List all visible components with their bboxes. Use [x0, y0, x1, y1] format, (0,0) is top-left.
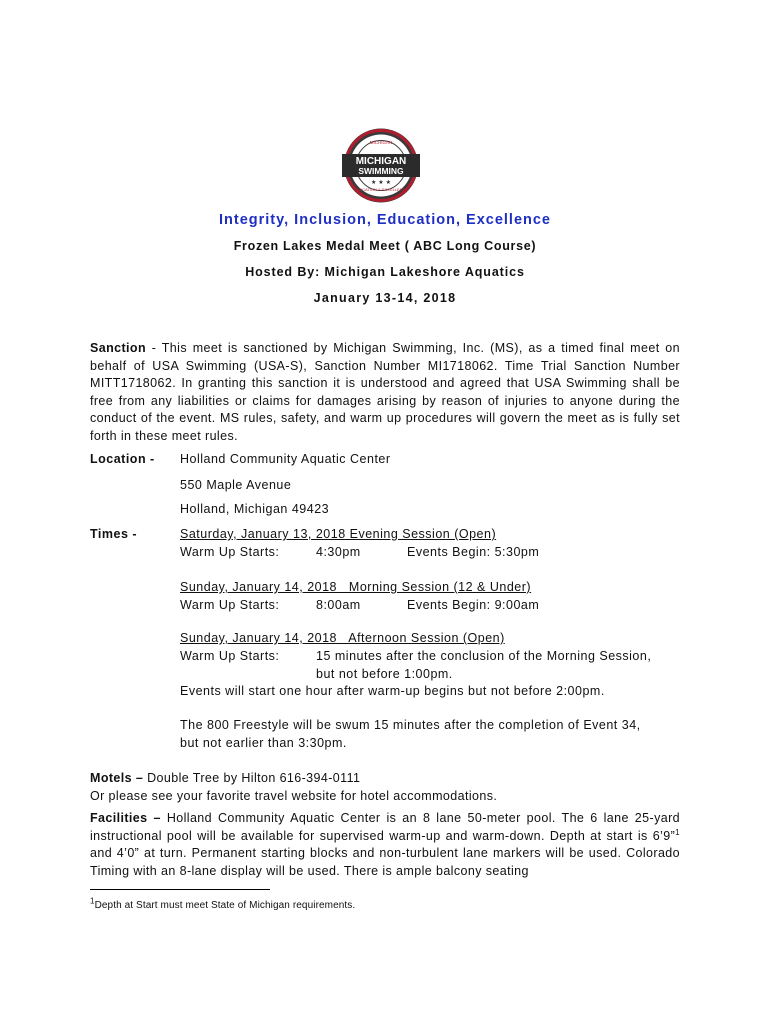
- svg-text:MICHIGAN: MICHIGAN: [355, 156, 407, 167]
- facilities-text-b: and 4’0” at turn. Permanent starting blocks and non-turbulent lane markers will be used. Colorado Timing with an 8-lane display will be used. There is ample balcony seating: [90, 846, 680, 878]
- location-city: Holland, Michigan 49423: [180, 502, 330, 516]
- svg-text:SWIMMING: SWIMMING: [358, 166, 404, 176]
- footnote: [90, 896, 356, 911]
- session-3-title: Sunday, January 14, 2018 Afternoon Session (Open): [180, 631, 505, 645]
- session-1-warmup-label: Warm Up Starts:: [180, 545, 280, 559]
- sanction-paragraph: [90, 340, 680, 445]
- freestyle-note-line2: but not earlier than 3:30pm.: [180, 736, 347, 750]
- svg-text:EDUCATION & EXCELLENCE: EDUCATION & EXCELLENCE: [353, 187, 409, 192]
- motels-line2: Or please see your favorite travel website for hotel accommodations.: [90, 788, 498, 803]
- host-line: Hosted By: Michigan Lakeshore Aquatics: [245, 265, 525, 279]
- session-2-warmup-time: 8:00am: [316, 598, 361, 612]
- session-1-title: Saturday, January 13, 2018 Evening Session (Open): [180, 527, 497, 541]
- session-3-warmup-label: Warm Up Starts:: [180, 649, 280, 663]
- location-label: Location -: [90, 452, 155, 466]
- sanction-label: Sanction: [90, 341, 146, 355]
- footnote-ref[interactable]: 1: [675, 827, 680, 837]
- motels-paragraph: [90, 770, 680, 805]
- motels-text: Double Tree by Hilton 616-394-0111: [143, 771, 361, 785]
- facilities-text-a: Holland Community Aquatic Center is an 8 lane 50-meter pool. The 6 lane 25-yard instructional pool will be available for supervised warm-up and warm-down. Depth at start is 6’9”: [90, 811, 680, 843]
- michigan-swimming-logo: [328, 127, 434, 204]
- session-2-warmup-label: Warm Up Starts:: [180, 598, 280, 612]
- session-3-warmup-line2: but not before 1:00pm.: [316, 667, 453, 681]
- freestyle-note-line1: The 800 Freestyle will be swum 15 minutes after the completion of Event 34,: [180, 718, 641, 732]
- events-start-note: Events will start one hour after warm-up begins but not before 2:00pm.: [180, 684, 605, 698]
- footnote-number: 1: [90, 896, 95, 906]
- meet-dates: January 13-14, 2018: [313, 291, 457, 305]
- session-1-events-begin: Events Begin: 5:30pm: [407, 545, 540, 559]
- footnote-text: Depth at Start must meet State of Michigan requirements.: [94, 900, 356, 911]
- location-venue: Holland Community Aquatic Center: [180, 452, 391, 466]
- svg-text:★ ★ ★: ★ ★ ★: [371, 179, 391, 186]
- motels-label: Motels –: [90, 771, 144, 785]
- session-2-events-begin: Events Begin: 9:00am: [407, 598, 540, 612]
- sanction-text: - This meet is sanctioned by Michigan Swimming, Inc. (MS), as a timed final meet on behalf of USA Swimming (USA-S), Sanction Number MI1718062. Time Trial Sanction Number MITT1718062. In granting this sanction it is understood and agreed that USA Swimming shall be free from any liabilities or claims for damages arising by reason of injuries to anyone during the conduct of the event. MS rules, safety, and warm up procedures will govern the meet as is fully set forth in these meet rules.: [90, 341, 680, 443]
- times-label: Times -: [90, 527, 138, 541]
- svg-text:MICHIGAN: MICHIGAN: [369, 140, 393, 145]
- facilities-label: Facilities –: [90, 811, 161, 825]
- footnote-divider: [90, 889, 270, 890]
- session-3-warmup-line1: 15 minutes after the conclusion of the Morning Session,: [316, 649, 652, 663]
- motto-heading: Integrity, Inclusion, Education, Excellence: [219, 212, 551, 228]
- location-street: 550 Maple Avenue: [180, 478, 292, 492]
- session-2-title: Sunday, January 14, 2018 Morning Session (12 & Under): [180, 580, 532, 594]
- meet-name: Frozen Lakes Medal Meet ( ABC Long Course): [233, 239, 537, 253]
- session-1-warmup-time: 4:30pm: [316, 545, 361, 559]
- facilities-paragraph: [90, 810, 680, 880]
